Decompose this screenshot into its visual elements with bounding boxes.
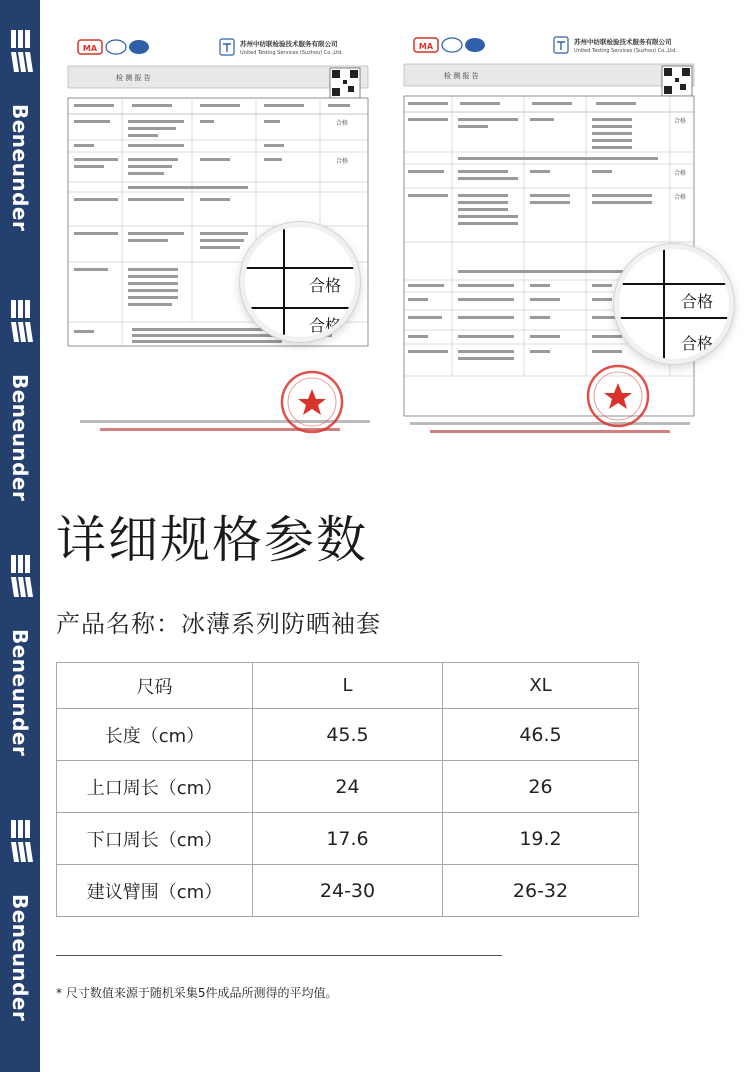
report-title: 检 测 报 告	[444, 72, 479, 80]
report-result: 合格	[336, 120, 349, 127]
table-cell: 19.2	[443, 813, 639, 865]
table-row	[57, 761, 639, 813]
report-org-en: United Testing Services (Suzhou) Co.,Ltd.	[574, 48, 677, 54]
table-cell: 26	[443, 761, 639, 813]
magnified-result: 合格	[681, 334, 714, 353]
brand-logo-icon	[8, 298, 34, 356]
report-title: 检 测 报 告	[116, 74, 151, 82]
table-row-label: 上口周长（cm）	[57, 761, 253, 813]
table-cell: 26-32	[443, 865, 639, 917]
magnified-result: 合格	[681, 292, 714, 311]
brand-logo-icon	[8, 553, 34, 611]
brand-unit	[0, 280, 40, 530]
ts-logo-icon	[554, 37, 568, 53]
report-result: 合格	[336, 158, 349, 165]
footnote: * 尺寸数值来源于随机采集5件成品所测得的平均值。	[56, 986, 338, 1000]
table-cell: 45.5	[253, 709, 443, 761]
magnified-result: 合格	[309, 276, 342, 295]
ilac-logo-icon	[442, 38, 485, 52]
brand-name: Beneunder	[8, 894, 32, 1022]
brand-name: Beneunder	[8, 104, 32, 232]
magnifier-circle	[240, 222, 360, 342]
cma-logo-icon	[414, 38, 438, 52]
magnified-result: 合格	[309, 316, 342, 335]
divider	[56, 955, 502, 956]
table-cell: 24-30	[253, 865, 443, 917]
brand-unit	[0, 800, 40, 1050]
report-org-cn: 苏州中纺联检验技术服务有限公司	[240, 40, 338, 48]
ts-logo-icon	[220, 39, 234, 55]
report-result: 合格	[674, 170, 687, 177]
table-header-row	[57, 663, 639, 709]
brand-name: Beneunder	[8, 374, 32, 502]
table-row-label: 下口周长（cm）	[57, 813, 253, 865]
report-org-cn: 苏州中纺联检验技术服务有限公司	[574, 38, 672, 46]
table-cell: 17.6	[253, 813, 443, 865]
svg-text:MA: MA	[418, 42, 434, 51]
brand-name: Beneunder	[8, 629, 32, 757]
table-row-label: 建议臂围（cm）	[57, 865, 253, 917]
table-header-cell: 尺码	[57, 663, 253, 709]
table-row-label: 长度（cm）	[57, 709, 253, 761]
cma-logo-icon	[78, 40, 102, 54]
table-header-cell: L	[253, 663, 443, 709]
table-header-cell: XL	[443, 663, 639, 709]
magnifier-circle	[614, 244, 734, 364]
report-result: 合格	[674, 194, 687, 201]
brand-logo-icon	[8, 28, 34, 86]
brand-strip	[0, 0, 40, 1072]
brand-unit	[0, 535, 40, 785]
size-spec-table	[56, 662, 639, 917]
test-report-image	[60, 30, 380, 450]
table-row	[57, 813, 639, 865]
ilac-logo-icon	[106, 40, 149, 54]
svg-text:MA: MA	[82, 44, 98, 53]
product-name: 产品名称：冰薄系列防晒袖套	[56, 610, 381, 638]
table-row	[57, 865, 639, 917]
report-org-en: United Testing Services (Suzhou) Co.,Ltd.	[240, 50, 343, 56]
brand-unit	[0, 10, 40, 260]
table-cell: 46.5	[443, 709, 639, 761]
table-cell: 24	[253, 761, 443, 813]
table-row	[57, 709, 639, 761]
brand-logo-icon	[8, 818, 34, 876]
test-report-image	[400, 30, 714, 450]
report-result: 合格	[674, 118, 687, 125]
test-report-document	[400, 30, 700, 450]
page-title: 详细规格参数	[56, 511, 368, 569]
